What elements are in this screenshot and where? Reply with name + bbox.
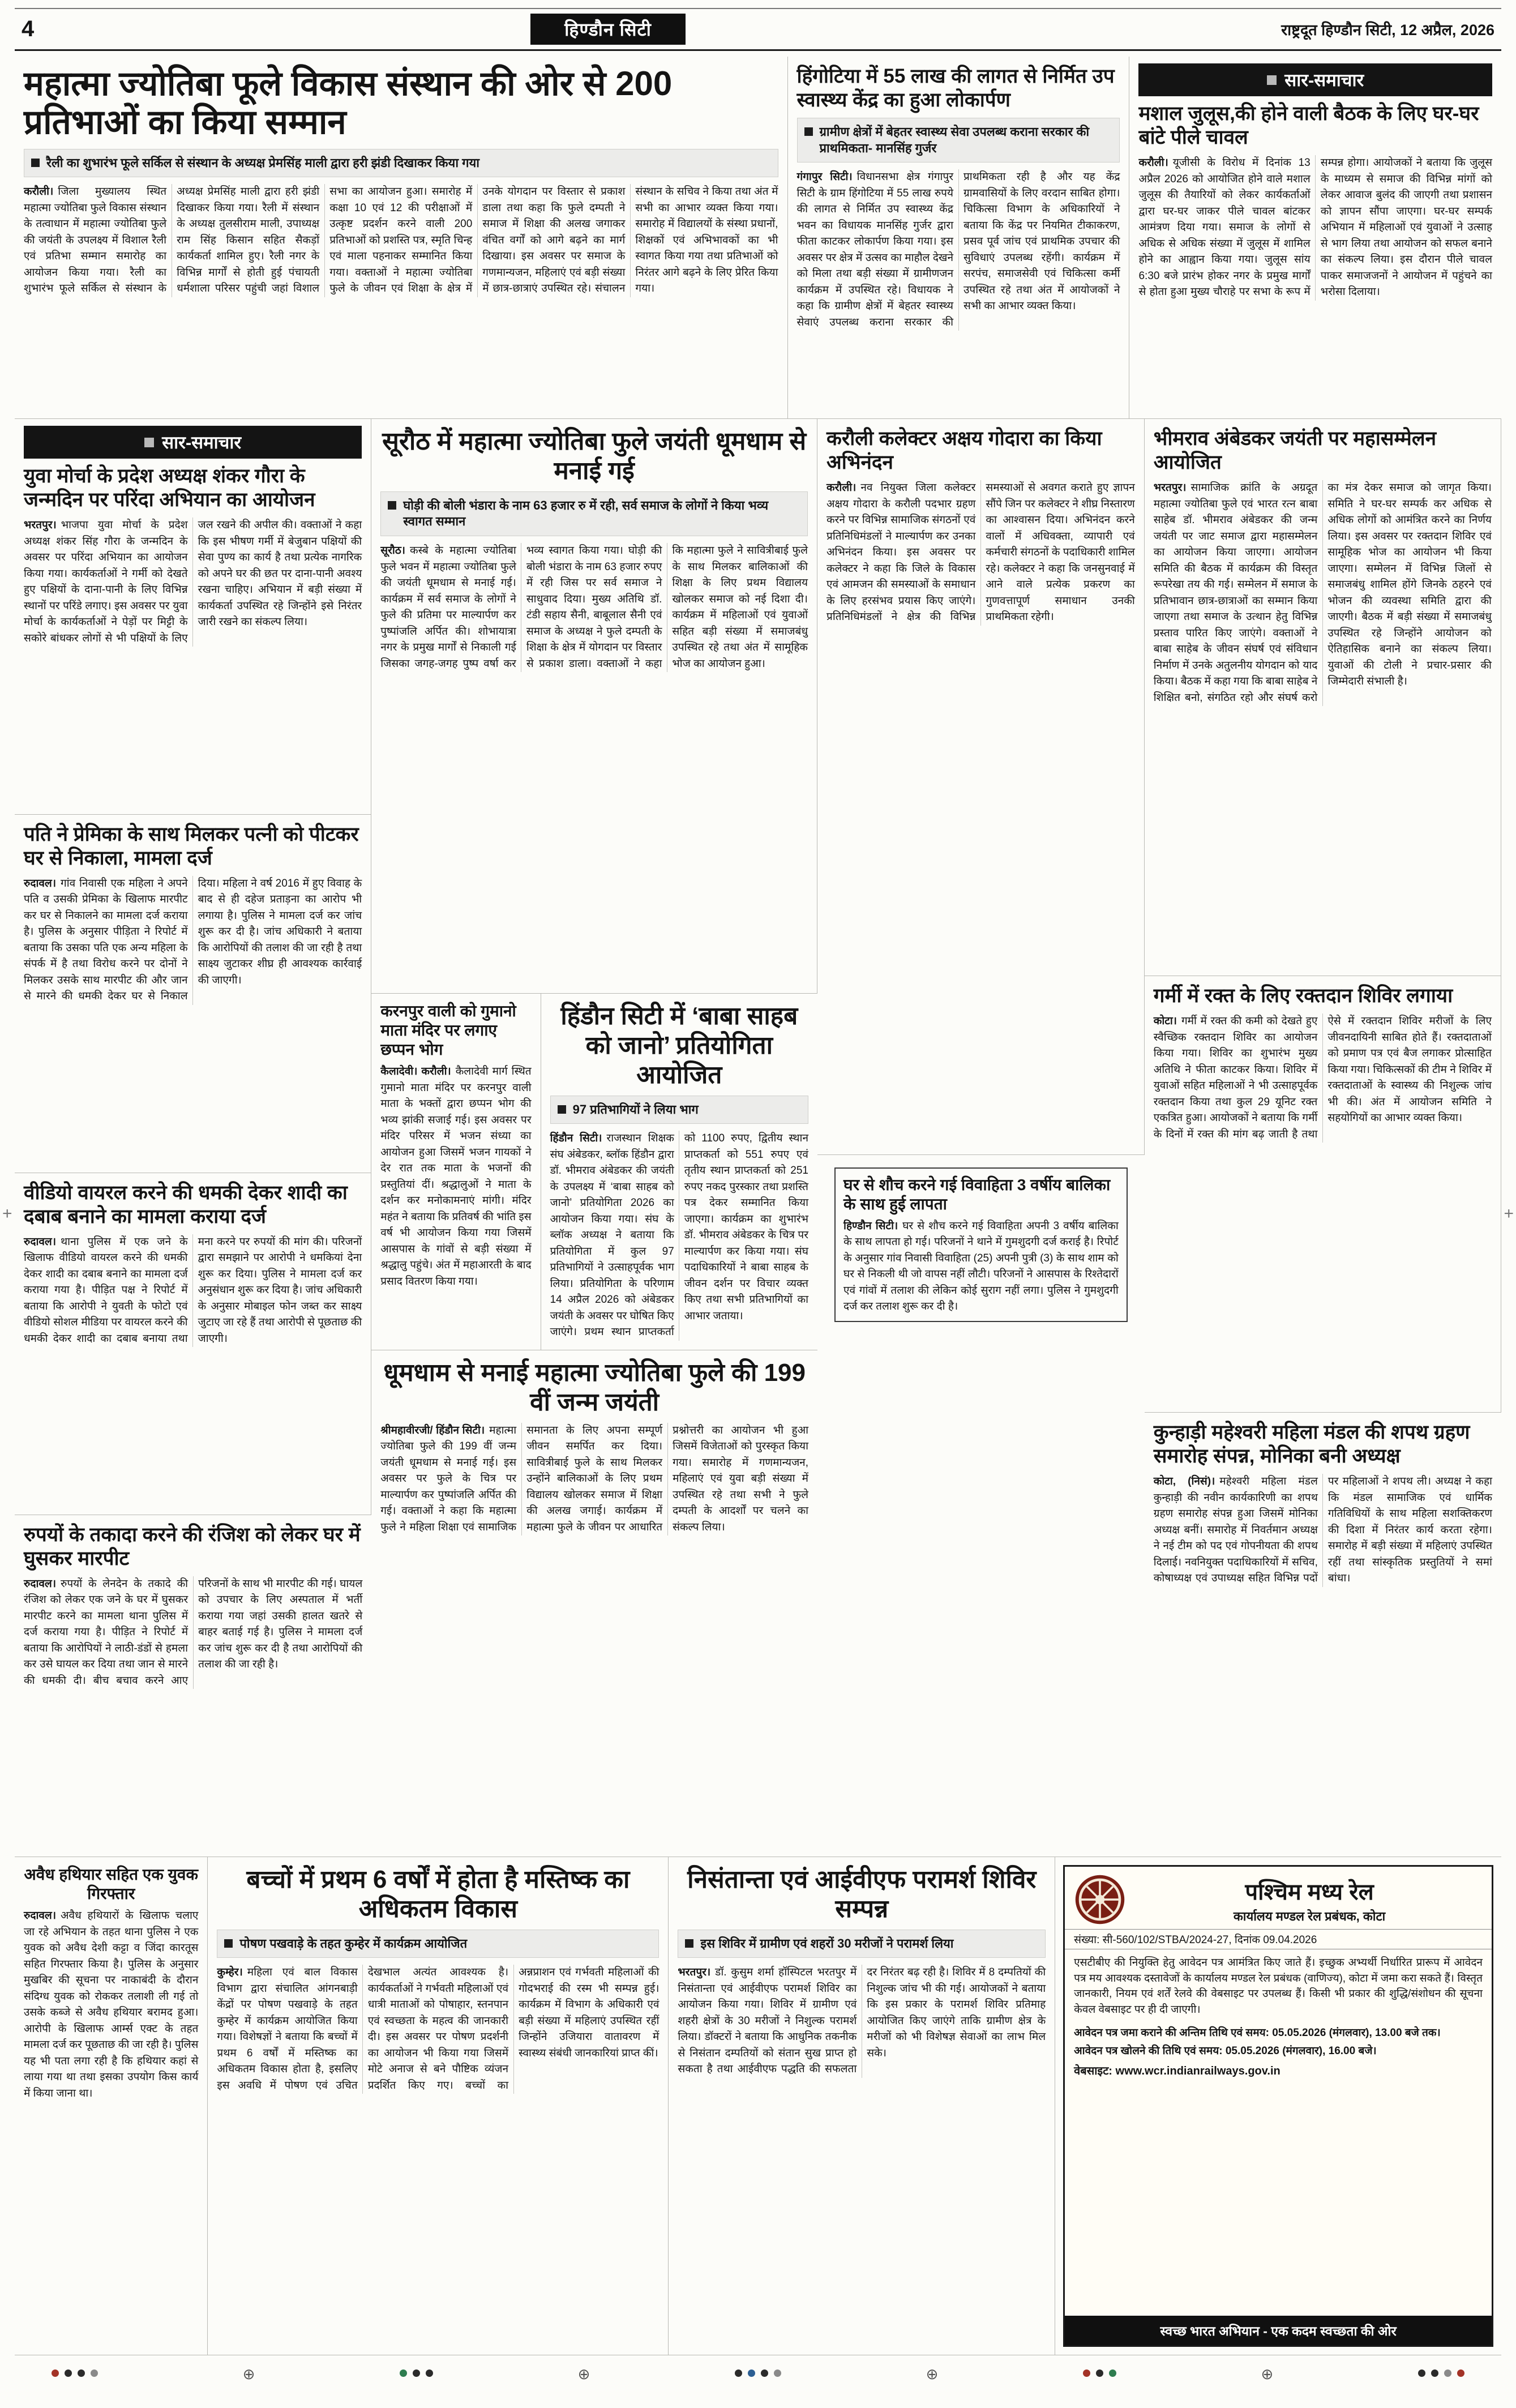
article-phule-sammaan [15, 57, 788, 419]
article-headline: निसंतान्ता एवं आईवीएफ परामर्श शिविर सम्पन्न [687, 1866, 1037, 1923]
article-body: रुदावल। रुपयों के लेनदेन के तकादे की रंजिश को लेकर एक जने के घर में घुसकर मारपीट करने का मामला थाना पुलिस में दर्ज कराया गया है। पीड़ित ने रिपोर्ट में बताया कि आरोपियों ने लाठी-डंडों से हमला कर उसे घायल कर दिया तथा जान से मारने की धमकी दी। बीच बचाव करने आए परिजनों के साथ भी मारपीट की गई। घायल को उपचार के लिए अस्पताल में भर्ती कराया गया जहां उसकी हालत खतरे से बाहर बताई गई है। पुलिस ने मामला दर्ज कर जांच शुरू कर दी है तथा आरोपियों की तलाश की जा रही है। [24, 1577, 363, 1687]
article-headline: मशाल जुलूस,की होने वाली बैठक के लिए घर-घर बांटे पीले चावल [1138, 102, 1479, 148]
railway-reference-line: संख्या: सी-560/102/STBA/2024-27, दिनांक 09.04.2026 [1065, 1929, 1492, 1949]
article-baba-sahab-pratiyogita [541, 994, 817, 1350]
edge-registration-mark: + [1504, 1204, 1514, 1223]
article-surauth-jayanti [371, 419, 817, 994]
center-inner-row [371, 994, 817, 1350]
section-square-icon [144, 438, 154, 447]
article-body: हिंडौन सिटी। राजस्थान शिक्षक संघ अंबेडकर, ब्लॉक हिंडौन द्वारा डॉ. भीमराव अंबेडकर की जयंती के उपलक्ष्य में ‘बाबा साहब को जानो’ प्रतियोगिता 2026 का आयोजन किया गया। संघ के ब्लॉक अध्यक्ष ने बताया कि प्रतियोगिता में कुल 97 प्रतिभागियों ने उत्साहपूर्वक भाग लिया। प्रतियोगिता के परिणाम 14 अप्रैल 2026 को अंबेडकर जयंती के अवसर पर घोषित किए जाएंगे। प्रथम स्थान प्राप्तकर्ता को 1100 रुपए, द्वितीय स्थान प्राप्तकर्ता को 551 रुपए एवं तृतीय स्थान प्राप्तकर्ता को 251 रुपए नकद पुरस्कार तथा प्रशस्ति पत्र देकर सम्मानित किया जाएगा। कार्यक्रम का शुभारंभ डॉ. भीमराव अंबेडकर के चित्र पर माल्यार्पण कर किया गया। संघ पदाधिकारियों ने बाबा साहब के जीवन दर्शन पर विचार व्यक्त किए तथा सभी प्रतिभागियों का आभार जताया। [550, 1132, 808, 1338]
saar-samachar-column-top [1129, 57, 1501, 419]
railway-deadline-line: आवेदन पत्र जमा कराने की अन्तिम तिथि एवं समय: 05.05.2026 (मंगलवार), 13.00 बजे तक। [1074, 2027, 1441, 2039]
article-body: कुम्हेर। महिला एवं बाल विकास विभाग द्वारा संचालित आंगनबाड़ी केंद्रों पर पोषण पखवाड़े के तहत कुम्हेर में कार्यक्रम आयोजित किया गया। विशेषज्ञों ने बताया कि बच्चों में प्रथम 6 वर्षों में मस्तिष्क का अधिकतम विकास होता है, इसलिए इस अवधि में पोषण एवं उचित देखभाल अत्यंत आवश्यक है। कार्यकर्ताओं ने गर्भवती महिलाओं एवं धात्री माताओं को पोषाहार, स्तनपान एवं स्वच्छता के महत्व की जानकारी दी। इस अवसर पर पोषण प्रदर्शनी का आयोजन भी किया गया जिसमें मोटे अनाज से बने पौष्टिक व्यंजन प्रदर्शित किए गए। बच्चों का अन्नप्राशन एवं गर्भवती महिलाओं की गोदभराई की रस्म भी सम्पन्न हुई। कार्यक्रम में विभाग के अधिकारी एवं बड़ी संख्या में महिलाएं उपस्थित रहीं जिन्होंने उजियारा वातावरण में स्वास्थ्य संबंधी जानकारियां प्राप्त कीं। [217, 1966, 659, 2092]
masthead: हिण्डौन सिटी [530, 14, 686, 45]
kicker-text: रैली का शुभारंभ फूले सर्किल से संस्थान के अध्यक्ष प्रेमसिंह माली द्वारा हरी झंडी दिखाकर किया गया [46, 155, 479, 170]
dateline: भरतपुर। [1153, 482, 1187, 494]
registration-dots [49, 2369, 101, 2380]
left-strip [15, 419, 371, 1857]
article-body: श्रीमहावीरजी/ हिंडौन सिटी। महात्मा ज्योतिबा फुले की 199 वीं जन्म जयंती धूमधाम से मनाई गई। इस अवसर पर फुले के चित्र पर माल्यार्पण कर पुष्पांजलि अर्पित की गई। वक्ताओं ने कहा कि महात्मा फुले ने महिला शिक्षा एवं सामाजिक समानता के लिए अपना सम्पूर्ण जीवन समर्पित कर दिया। सावित्रीबाई फुले के साथ मिलकर उन्होंने बालिकाओं के लिए प्रथम विद्यालय खोलकर समाज में शिक्षा की अलख जगाई। कार्यक्रम में महात्मा फुले के जीवन पर आधारित प्रश्नोत्तरी का आयोजन भी हुआ जिसमें विजेताओं को पुरस्कृत किया गया। समारोह में गणमान्यजन, महिलाएं एवं युवा बड़ी संख्या में उपस्थित रहे तथा सभी ने फुले दम्पती के आदर्शों पर चलने का संकल्प लिया। [380, 1424, 808, 1533]
section-square-icon [1267, 75, 1277, 85]
article-kunhadi-maheshwari-mandal [1145, 1413, 1501, 1857]
article-kicker [217, 1930, 659, 1958]
dateline: श्रीमहावीरजी/ हिंडौन सिटी। [380, 1424, 485, 1436]
dateline: कोटा, (निसं)। [1153, 1475, 1215, 1488]
article-body: कोटा, (निसं)। महेश्वरी महिला मंडल कुन्हाड़ी की नवीन कार्यकारिणी का शपथ ग्रहण समारोह संपन्न हुआ जिसमें मोनिका अध्यक्ष बनीं। समारोह में निवर्तमान अध्यक्ष ने नई टीम को पद एवं गोपनीयता की शपथ दिलाई। नवनियुक्त पदाधिकारियों में सचिव, कोषाध्यक्ष एवं उपाध्यक्ष सहित विभिन्न पदों पर महिलाओं ने शपथ ली। अध्यक्ष ने कहा कि मंडल सामाजिक एवं धार्मिक गतिविधियों के साथ महिला सशक्तिकरण की दिशा में निरंतर कार्य करता रहेगा। समारोह में बड़ी संख्या में महिलाएं उपस्थित रहीं तथा सांस्कृतिक प्रस्तुतियों ने समां बांधा। [1153, 1475, 1492, 1585]
page-header [15, 8, 1501, 51]
section-header-saar-samachar [24, 426, 362, 459]
railway-ad-titles [1136, 1875, 1483, 1924]
registration-dots [1415, 2369, 1467, 2380]
dateline: रुदावल। [24, 1235, 57, 1248]
article-collector-abhinandan [817, 419, 1145, 1155]
article-headline: रुपयों के तकादा करने की रंजिश को लेकर घर में घुसकर मारपीट [24, 1523, 361, 1569]
article-kicker [678, 1930, 1046, 1958]
article-body: करौली। यूजीसी के विरोध में दिनांक 13 अप्रैल 2026 को आयोजित होने वाले मशाल जुलूस की तैयारियों को लेकर कार्यकर्ताओं द्वारा घर-घर जाकर पीले चावल बांटकर आमंत्रण दिया गया। समाज के लोगों से अधिक से अधिक संख्या में जुलूस में शामिल होने का आह्वान किया गया। जुलूस सांय 6:30 बजे प्रारंभ होकर नगर के प्रमुख मार्गों से होता हुआ मुख्य चौराहे पर सभा के रूप में सम्पन्न होगा। आयोजकों ने बताया कि जुलूस के माध्यम से समाज की विभिन्न मांगों को लेकर आवाज बुलंद की जाएगी तथा प्रशासन को ज्ञापन सौंपा जाएगा। घर-घर सम्पर्क अभियान में महिलाओं एवं युवाओं ने उत्साह से भाग लिया तथा आयोजन को सफल बनाने का संकल्प लिया। इस दौरान पीले चावल पाकर समाजजनों ने आयोजन में पहुंचने का भरोसा दिलाया। [1138, 157, 1492, 298]
article-headline: कुन्हाड़ी महेश्वरी महिला मंडल की शपथ ग्रहण समारोह संपन्न, मोनिका बनी अध्यक्ष [1153, 1421, 1470, 1468]
dateline: कोटा। [1153, 1015, 1177, 1028]
dateline: करौली। [1138, 157, 1168, 169]
kicker-text: ग्रामीण क्षेत्रों में बेहतर स्वास्थ्य सेवा उपलब्ध कराना सरकार की प्राथमिकता- मानसिंह गुर्जर [819, 125, 1090, 155]
article-body: भरतपुर। भाजपा युवा मोर्चा के प्रदेश अध्यक्ष शंकर सिंह गौरा के जन्मदिन के अवसर पर परिंदा अभियान का आयोजन किया गया। कार्यकर्ताओं ने गर्मी को देखते हुए पक्षियों के दाना-पानी के लिए विभिन्न स्थानों पर परिंडे लगाए। इस अवसर पर युवा मोर्चा के कार्यकर्ताओं ने पेड़ों पर मिट्टी के सकोरे बांधकर लोगों से भी पक्षियों के लिए जल रखने की अपील की। वक्ताओं ने कहा कि इस भीषण गर्मी में बेजुबान पक्षियों की सेवा पुण्य का कार्य है तथा प्रत्येक नागरिक को अपने घर की छत पर दाना-पानी अवश्य रखना चाहिए। अभियान में बड़ी संख्या में कार्यकर्ता उपस्थित रहे जिन्होंने इसे निरंतर जारी रखने का संकल्प लिया। [24, 519, 362, 644]
article-body: रुदावल। अवैध हथियारों के खिलाफ चलाए जा रहे अभियान के तहत थाना पुलिस ने एक युवक को अवैध देशी कट्टा व जिंदा कारतूस सहित गिरफ्तार किया है। पुलिस के अनुसार मुखबिर की सूचना पर नाकाबंदी के दौरान संदिग्ध युवक को रोककर तलाशी ली गई तो उसके कब्जे से अवैध हथियार बरामद हुआ। आरोपी के खिलाफ आर्म्स एक्ट के तहत मामला दर्ज कर पूछताछ की जा रही है। पुलिस यह भी पता लगा रही है कि हथियार कहां से लाया गया था तथा इसका उपयोग किस कार्य में किया जाना था। [24, 1910, 199, 2099]
article-headline: धूमधाम से मनाई महात्मा ज्योतिबा फुले की 199 वीं जन्म जयंती [383, 1358, 806, 1416]
railway-notice-ad [1055, 1857, 1501, 2355]
article-kicker [380, 491, 808, 536]
article-body: कैलादेवी। करौली। कैलादेवी मार्ग स्थित गुमानो माता मंदिर पर करनपुर वाली माता के भक्तों द्वारा छप्पन भोग की भव्य झांकी सजाई गई। इस अवसर पर मंदिर परिसर में भजन संध्या का आयोजन हुआ जिसमें भजन गायकों ने देर रात तक माता के भजनों की प्रस्तुतियां दीं। श्रद्धालुओं ने माता के दर्शन कर मनोकामनाएं मांगी। मंदिर महंत ने बताया कि प्रतिवर्ष की भांति इस वर्ष भी आयोजन किया गया जिसमें आसपास के गांवों से बड़ी संख्या में श्रद्धालु पहुंचे। अंत में महाआरती के बाद प्रसाद वितरण किया गया। [380, 1066, 532, 1288]
indian-railways-logo [1074, 1874, 1126, 1926]
dateline: हिण्डौन सिटी। [843, 1220, 898, 1232]
article-karanpur-chhappan-bhog [371, 994, 541, 1350]
railway-opening-line: आवेदन पत्र खोलने की तिथि एवं समय: 05.05.2026 (मंगलवार), 16.00 बजे। [1074, 2045, 1377, 2058]
article-headline: भीमराव अंबेडकर जयंती पर महासम्मेलन आयोजित [1153, 427, 1437, 473]
article-dhoomdham-199-jayanti [371, 1350, 817, 1857]
article-ghar-se-shauch-lapata [817, 1155, 1145, 1857]
bullet-square-icon [558, 1105, 566, 1114]
article-video-viral [15, 1173, 371, 1515]
article-kicker [797, 118, 1120, 162]
bullet-square-icon [685, 1939, 693, 1948]
masthead-wrap [84, 14, 1132, 45]
section-header-saar-samachar [1138, 63, 1492, 96]
dateline: कैलादेवी। करौली। [380, 1066, 451, 1078]
article-headline: हिंगोटिया में 55 लाख की लागत से निर्मित उप स्वास्थ्य केंद्र का हुआ लोकार्पण [796, 65, 1115, 111]
bullet-square-icon [388, 501, 396, 510]
article-body: रुदावल। थाना पुलिस में एक जने के खिलाफ वीडियो वायरल करने की धमकी देकर शादी का दबाब बनाने का मामला दर्ज कराया गया है। पीड़ित पक्ष ने रिपोर्ट में बताया कि आरोपी ने युवती के फोटो एवं वीडियो सोशल मीडिया पर वायरल करने की धमकी देकर शादी का दबाब बनाया तथा मना करने पर रुपयों की मांग की। परिजनों द्वारा समझाने पर आरोपी ने धमकियां देना शुरू कर दिया। पुलिस ने मामला दर्ज कर अनुसंधान शुरू कर दिया है। जांच अधिकारी के अनुसार मोबाइल फोन जब्त कर साक्ष्य जुटाए जा रहे हैं तथा आरोपी से पूछताछ की जाएगी। [24, 1235, 362, 1345]
railway-org-name: पश्चिम मध्य रेल [1245, 1879, 1374, 1905]
dateline: गंगापुर सिटी। [796, 171, 853, 183]
registration-cross-icon: ⊕ [1261, 2366, 1274, 2383]
article-body: हिण्डौन सिटी। घर से शौच करने गई विवाहिता अपनी 3 वर्षीय बालिका के साथ लापता हो गई। परिजनों ने थाने में गुमशुदगी दर्ज कराई है। रिपोर्ट के अनुसार गांव निवासी विवाहिता (25) अपनी पुत्री (3) के साथ शाम को घर से निकली थी जो वापस नहीं लौटी। परिजनों ने आसपास के रिश्तेदारों एवं गांवों में तलाश की लेकिन कोई सुराग नहीं लगा। पुलिस ने गुमशुदगी दर्ज कर तलाश शुरू कर दी है। [843, 1220, 1119, 1313]
dateline: हिंडौन सिटी। [550, 1132, 602, 1145]
dateline: रुदावल। [24, 1910, 57, 1922]
article-hingotiya [788, 57, 1130, 419]
registration-cross-icon: ⊕ [577, 2366, 590, 2383]
kicker-text: पोषण पखवाड़े के तहत कुम्हेर में कार्यक्रम आयोजित [239, 1936, 468, 1951]
dateline: करौली। [826, 482, 857, 494]
registration-cross-icon: ⊕ [242, 2366, 255, 2383]
railway-ad-box [1063, 1865, 1493, 2347]
article-headline: वीडियो वायरल करने की धमकी देकर शादी का दबाब बनाने का मामला कराया दर्ज [24, 1181, 348, 1227]
bottom-band [15, 1857, 1501, 2355]
registration-dots [732, 2369, 784, 2380]
article-headline: अवैध हथियार सहित एक युवक गिरफ्तार [24, 1866, 198, 1903]
article-avaidh-hathiyar [15, 1857, 208, 2355]
dateline: भरतपुर। [24, 519, 57, 531]
dateline: करौली। [24, 186, 54, 198]
article-raktdaan-shivir [1145, 976, 1501, 1413]
railway-ad-header [1065, 1867, 1492, 1929]
dateline: रुदावल। [24, 877, 57, 889]
right-strip [1145, 419, 1501, 1857]
article-kicker [24, 149, 778, 178]
kicker-text: 97 प्रतिभागियों ने लिया भाग [572, 1102, 699, 1117]
article-rupaye-takada [15, 1515, 371, 1857]
article-body: कोटा। गर्मी में रक्त की कमी को देखते हुए स्वैच्छिक रक्तदान शिविर का आयोजन किया गया। शिविर का शुभारंभ मुख्य अतिथि ने फीता काटकर किया। शिविर में युवाओं सहित महिलाओं ने भी उत्साहपूर्वक रक्तदान किया तथा कुल 29 यूनिट रक्त एकत्रित हुआ। आयोजकों ने बताया कि गर्मी के दिनों में रक्त की मांग बढ़ जाती है तथा ऐसे में रक्तदान शिविर मरीजों के लिए जीवनदायिनी साबित होते हैं। रक्तदाताओं को प्रमाण पत्र एवं बैज लगाकर प्रोत्साहित किया गया। चिकित्सकों की टीम ने शिविर में रक्तदाताओं के स्वास्थ्य की निशुल्क जांच भी की। अंत में आयोजन समिति ने सहयोगियों का आभार व्यक्त किया। [1153, 1015, 1492, 1140]
railway-notice-text: एसटीबीए की नियुक्ति हेतु आवेदन पत्र आमंत्रित किए जाते हैं। इच्छुक अभ्यर्थी निर्धारित प्रारूप में आवेदन पत्र मय आवश्यक दस्तावेजों के कार्यालय मण्डल रेल प्रबंधक (वाणिज्य), कोटा में जमा करा सकते हैं। विस्तृत जानकारी, नियम एवं शर्तें रेलवे की वेबसाइट पर उपलब्ध हैं। किसी भी प्रकार की शुद्धि/संशोधन की सूचना केवल वेबसाइट पर ही दी जाएगी। [1074, 1957, 1483, 2016]
article-bheemrav-mahasammelan [1145, 419, 1501, 976]
middle-band [15, 419, 1501, 1857]
registration-dots [397, 2369, 436, 2380]
print-registration-marks [15, 2355, 1501, 2386]
dateline: भरतपुर। [678, 1966, 711, 1979]
article-body: करौली। नव नियुक्त जिला कलेक्टर अक्षय गोदारा के करौली पदभार ग्रहण करने पर विभिन्न सामाजिक संगठनों एवं प्रतिनिधिमंडलों ने माल्यार्पण कर उनका अभिनंदन किया। इस अवसर पर कलेक्टर ने कहा कि जिले के विकास एवं आमजन की समस्याओं के समाधान के लिए हरसंभव प्रयास किए जाएंगे। प्रतिनिधिमंडलों ने क्षेत्र की विभिन्न समस्याओं से अवगत कराते हुए ज्ञापन सौंपे जिन पर कलेक्टर ने शीघ्र निस्तारण का आश्वासन दिया। अभिनंदन करने वालों में अधिवक्ता, व्यापारी एवं कर्मचारी संगठनों के पदाधिकारी शामिल रहे। कलेक्टर ने कहा कि जनसुनवाई में आने वाले प्रत्येक प्रकरण का गुणवत्तापूर्ण समाधान उनकी प्राथमिकता रहेगी। [826, 482, 1135, 623]
article-body: करौली। जिला मुख्यालय स्थित महात्मा ज्योतिबा फुले विकास संस्थान के तत्वाधान में महात्मा ज्योतिबा फुले की जयंती के उपलक्ष्य में विशाल रैली एवं प्रतिभा सम्मान समारोह का आयोजन किया गया। रैली का शुभारंभ फूले सर्किल से संस्थान के अध्यक्ष प्रेमसिंह माली द्वारा हरी झंडी दिखाकर किया गया। रैली में संस्थान के अध्यक्ष तुलसीराम माली, उपाध्यक्ष राम सिंह किसान सहित सैकड़ों कार्यकर्ता शामिल हुए। रैली नगर के विभिन्न मार्गों से होती हुई पंचायती धर्मशाला परिसर पहुंची जहां विशाल सभा का आयोजन हुआ। समारोह में कक्षा 10 एवं 12 की परीक्षाओं में उत्कृष्ट प्रदर्शन करने वाली 200 प्रतिभाओं को प्रशस्ति पत्र, स्मृति चिन्ह एवं माला पहनाकर सम्मानित किया गया। वक्ताओं ने महात्मा ज्योतिबा फुले के जीवन एवं शिक्षा के क्षेत्र में उनके योगदान पर विस्तार से प्रकाश डाला तथा कहा कि फुले दम्पती ने समाज में शिक्षा की अलख जगाकर वंचित वर्गों को आगे बढ़ने का मार्ग दिखाया। इस अवसर पर समाज के गणमान्यजन, महिलाएं एवं बड़ी संख्या में छात्र-छात्राएं उपस्थित रहे। संचालन संस्थान के सचिव ने किया तथा अंत में सभी का आभार व्यक्त किया गया। समारोह में विद्यालयों के संस्था प्रधानों, शिक्षकों एवं अभिभावकों का भी स्वागत किया गया तथा प्रतिभाओं को निरंतर आगे बढ़ने के लिए प्रेरित किया गया। [24, 186, 778, 295]
edge-registration-mark: + [2, 1204, 12, 1223]
center-right-strip [817, 419, 1145, 1857]
bullet-square-icon [224, 1939, 233, 1948]
article-headline: गर्मी में रक्त के लिए रक्तदान शिविर लगाया [1153, 985, 1453, 1007]
railway-office-line: कार्यालय मण्डल रेल प्रबंधक, कोटा [1233, 1909, 1386, 1923]
section-label: सार-समाचार [1284, 70, 1364, 90]
article-headline: महात्मा ज्योतिबा फूले विकास संस्थान की ओर से 200 प्रतिभाओं का किया सम्मान [24, 65, 673, 142]
article-yuva-morcha [15, 419, 371, 815]
article-body: गंगापुर सिटी। विधानसभा क्षेत्र गंगापुर सिटी के ग्राम हिंगोटिया में 55 लाख रुपये की लागत से निर्मित उप स्वास्थ्य केंद्र भवन का विधायक मानसिंह गुर्जर द्वारा फीता काटकर लोकार्पण किया गया। इस अवसर पर क्षेत्र में उत्सव का माहौल देखने को मिला तथा बड़ी संख्या में ग्रामीणजन कार्यक्रम में उपस्थित रहे। विधायक ने कहा कि ग्रामीण क्षेत्रों में बेहतर स्वास्थ्य सेवाएं उपलब्ध कराना सरकार की प्राथमिकता रही है और यह केंद्र ग्रामवासियों के लिए वरदान साबित होगा। चिकित्सा विभाग के अधिकारियों ने बताया कि केंद्र पर नियमित टीकाकरण, प्रसव पूर्व जांच एवं प्राथमिक उपचार की सुविधाएं उपलब्ध रहेंगी। कार्यक्रम में सरपंच, समाजसेवी एवं चिकित्सा कर्मी उपस्थित रहे तथा अंत में आयोजकों ने सभी का आभार व्यक्त किया। [796, 171, 1120, 328]
article-kicker [550, 1096, 808, 1124]
article-body: सूरौठ। कस्बे के महात्मा ज्योतिबा फुले भवन में महात्मा ज्योतिबा फुले की जयंती धूमधाम से मनाई गई। कार्यक्रम में सर्व समाज के लोगों ने फुले की प्रतिमा पर माल्यार्पण कर पुष्पांजलि अर्पित की। शोभायात्रा नगर के प्रमुख मार्गों से निकाली गई जिसका जगह-जगह पुष्प वर्षा कर भव्य स्वागत किया गया। घोड़ी की बोली भंडारा के नाम 63 हजार रुपए में रही जिस पर सर्व समाज ने साधुवाद दिया। मुख्य अतिथि डॉ. टंडी सहाय सैनी, बाबूलाल सैनी एवं समाज के अध्यक्ष ने फुले दम्पती के शिक्षा के क्षेत्र में योगदान पर विस्तार से प्रकाश डाला। वक्ताओं ने कहा कि महात्मा फुले ने सावित्रीबाई फुले के साथ मिलकर बालिकाओं की शिक्षा के लिए प्रथम विद्यालय खोलकर समाज को नई दिशा दी। कार्यक्रम में महिलाओं एवं युवाओं सहित बड़ी संख्या में समाजबंधु उपस्थित रहे तथा अंत में सामूहिक भोज का आयोजन हुआ। [380, 545, 808, 670]
registration-dots [1080, 2369, 1119, 2380]
railway-website-line: वेबसाइट: www.wcr.indianrailways.gov.in [1074, 2065, 1281, 2078]
top-band [15, 57, 1501, 419]
article-nisantanta-ivf-shivir [669, 1857, 1055, 2355]
article-bachche-mastishk-vikas [208, 1857, 669, 2355]
article-body: रुदावल। गांव निवासी एक महिला ने अपने पति व उसकी प्रेमिका के खिलाफ मारपीट कर घर से निकालने का मामला दर्ज कराया है। पुलिस के अनुसार पीड़िता ने रिपोर्ट में बताया कि उसका पति एक अन्य महिला के संपर्क में है तथा विरोध करने पर दोनों ने मिलकर उसके साथ मारपीट की और जान से मारने की धमकी देकर घर से निकाल दिया। महिला ने वर्ष 2016 में हुए विवाह के बाद से ही दहेज प्रताड़ना का आरोप भी लगाया है। पुलिस ने मामला दर्ज कर जांच शुरू कर दी है। जांच अधिकारी ने बताया कि आरोपियों की तलाश की जा रही है तथा साक्ष्य जुटाकर शीघ्र ही आवश्यक कार्रवाई की जाएगी। [24, 877, 362, 1003]
page-number: 4 [22, 16, 35, 41]
article-headline: हिंडौन सिटी में ‘बाबा साहब को जानो’ प्रतियोगिता आयोजित [560, 1002, 798, 1089]
article-body: भरतपुर। डॉ. कुसुम शर्मा हॉस्पिटल भरतपुर में निसंतान्ता एवं आईवीएफ परामर्श शिविर का आयोजन किया गया। शिविर में ग्रामीण एवं शहरी क्षेत्रों के 30 मरीजों ने निशुल्क परामर्श लिया। डॉक्टरों ने बताया कि आधुनिक तकनीक से निसंतान दम्पतियों को संतान सुख प्राप्त हो सकता है तथा आईवीएफ पद्धति की सफलता दर निरंतर बढ़ रही है। शिविर में 8 दम्पतियों की निशुल्क जांच भी की गई। आयोजकों ने बताया कि इस प्रकार के परामर्श शिविर प्रतिमाह आयोजित किए जाएंगे ताकि ग्रामीण क्षेत्र के मरीजों को भी विशेषज्ञ सेवाओं का लाभ मिल सके। [678, 1966, 1046, 2076]
article-headline: पति ने प्रेमिका के साथ मिलकर पत्नी को पीटकर घर से निकाला, मामला दर्ज [24, 823, 359, 869]
article-headline: घर से शौच करने गई विवाहिता 3 वर्षीय बालिका के साथ हुई लापता [843, 1175, 1111, 1213]
center-strip [371, 419, 817, 1857]
article-pati-premika [15, 815, 371, 1173]
bullet-square-icon [31, 159, 40, 167]
boxed-article [834, 1167, 1128, 1322]
swachh-bharat-strip: स्वच्छ भारत अभियान - एक कदम स्वच्छता की ओर [1065, 2316, 1492, 2345]
dateline: सूरौठ। [380, 545, 406, 557]
article-headline: सूरौठ में महात्मा ज्योतिबा फुले जयंती धूमधाम से मनाई गई [382, 427, 807, 485]
kicker-text: इस शिविर में ग्रामीण एवं शहरों 30 मरीजों ने परामर्श लिया [700, 1936, 954, 1951]
section-label: सार-समाचार [162, 433, 242, 452]
article-body: भरतपुर। सामाजिक क्रांति के अग्रदूत महात्मा ज्योतिबा फुले एवं भारत रत्न बाबा साहेब डॉ. भीमराव अंबेडकर की जन्म जयंती पर जाट समाज द्वारा महासम्मेलन का आयोजन किया जाएगा। आयोजन समिति की बैठक में कार्यक्रम की विस्तृत रूपरेखा तय की गई। सम्मेलन में समाज के प्रतिभावान छात्र-छात्राओं का सम्मान किया जाएगा तथा समाज के उत्थान हेतु विभिन्न प्रस्ताव पारित किए जाएंगे। वक्ताओं ने बाबा साहेब के जीवन संघर्ष एवं संविधान निर्माण में उनके अतुलनीय योगदान को याद किया। बैठक में कहा गया कि बाबा साहेब ने शिक्षित बनो, संगठित रहो और संघर्ष करो का मंत्र देकर समाज को जागृत किया। समिति ने घर-घर सम्पर्क कर अधिक से अधिक लोगों को आमंत्रित करने का निर्णय लिया। इस अवसर पर रक्तदान शिविर एवं सामूहिक भोज का आयोजन भी किया जाएगा। सम्मेलन में विभिन्न जिलों से समाजबंधु शामिल होंगे जिनके ठहरने एवं भोजन की व्यवस्था समिति द्वारा की जाएगी। बैठक में बड़ी संख्या में समाजबंधु उपस्थित रहे जिन्होंने आयोजन को ऐतिहासिक बनाने का संकल्प लिया। युवाओं की टोली ने प्रचार-प्रसार की जिम्मेदारी संभाली है। [1153, 482, 1492, 704]
article-headline: युवा मोर्चा के प्रदेश अध्यक्ष शंकर गौरा के जन्मदिन पर परिंदा अभियान का आयोजन [24, 465, 315, 511]
dateline: रुदावल। [24, 1577, 57, 1590]
bullet-square-icon [804, 127, 813, 136]
dateline: कुम्हेर। [217, 1966, 243, 1979]
article-headline: करौली कलेक्टर अक्षय गोदारा का किया अभिनंदन [826, 427, 1102, 473]
kicker-text: घोड़ी की बोली भंडारा के नाम 63 हजार रु में रही, सर्व समाज के लोगों ने किया भव्य स्वागत सम्मान [403, 498, 769, 529]
edition-line: राष्ट्रदूत हिण्डौन सिटी, 12 अप्रैल, 2026 [1281, 22, 1494, 39]
article-headline: करनपुर वाली को गुमानो माता मंदिर पर लगाए छप्पन भोग [380, 1002, 516, 1059]
article-headline: बच्चों में प्रथम 6 वर्षों में होता है मस्तिष्क का अधिकतम विकास [246, 1866, 630, 1923]
registration-cross-icon: ⊕ [926, 2366, 939, 2383]
